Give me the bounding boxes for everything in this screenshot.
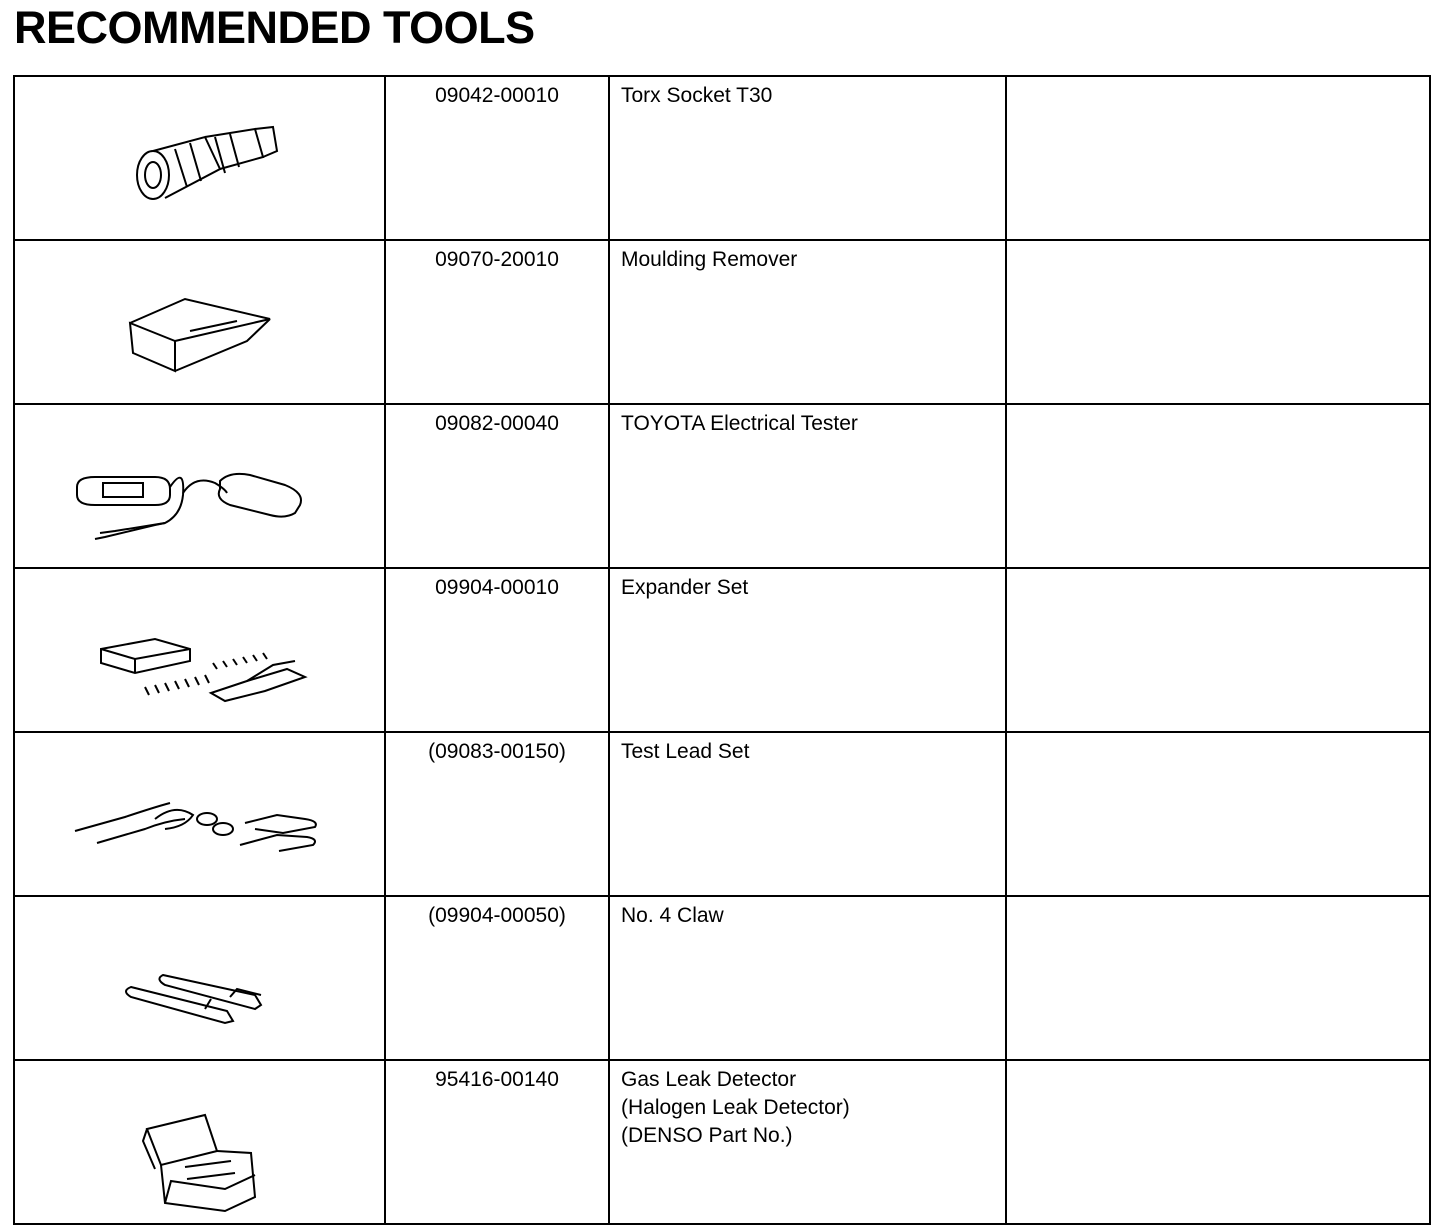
part-number: 09082-00040 xyxy=(385,404,609,568)
note-cell xyxy=(1006,76,1430,240)
table-row xyxy=(14,1060,1430,1224)
moulding-remover-illustration xyxy=(15,241,384,398)
tool-image-cell xyxy=(14,240,385,404)
torx-socket-illustration xyxy=(15,77,384,234)
tools-table xyxy=(13,75,1431,1225)
note-cell xyxy=(1006,404,1430,568)
tool-name-line: (DENSO Part No.) xyxy=(621,1124,793,1147)
tool-name-line: Moulding Remover xyxy=(621,248,798,271)
part-number: 09904-00010 xyxy=(385,568,609,732)
tool-name xyxy=(609,1060,1006,1224)
tool-name xyxy=(609,240,1006,404)
note-cell xyxy=(1006,240,1430,404)
table-row xyxy=(14,732,1430,896)
tool-name xyxy=(609,896,1006,1060)
tool-name xyxy=(609,76,1006,240)
part-number: (09904-00050) xyxy=(385,896,609,1060)
note-cell xyxy=(1006,732,1430,896)
tool-name-line: Torx Socket T30 xyxy=(621,84,773,107)
note-cell xyxy=(1006,568,1430,732)
table-row xyxy=(14,240,1430,404)
tool-image-cell xyxy=(14,1060,385,1224)
page-title: RECOMMENDED TOOLS xyxy=(14,2,535,53)
table-row xyxy=(14,896,1430,1060)
tool-name-line: (Halogen Leak Detector) xyxy=(621,1096,850,1119)
tool-name-line: TOYOTA Electrical Tester xyxy=(621,412,858,435)
part-number: (09083-00150) xyxy=(385,732,609,896)
table-row xyxy=(14,568,1430,732)
tool-name xyxy=(609,732,1006,896)
part-number: 95416-00140 xyxy=(385,1060,609,1224)
tool-name-line: Gas Leak Detector xyxy=(621,1068,797,1091)
claw-illustration xyxy=(15,897,384,1054)
expander-set-illustration xyxy=(15,569,384,726)
table-row xyxy=(14,404,1430,568)
tool-image-cell xyxy=(14,568,385,732)
tool-name xyxy=(609,404,1006,568)
part-number: 09042-00010 xyxy=(385,76,609,240)
gas-leak-detector-illustration xyxy=(15,1061,384,1218)
tool-name xyxy=(609,568,1006,732)
tool-name-line: Expander Set xyxy=(621,576,749,599)
tool-image-cell xyxy=(14,76,385,240)
note-cell xyxy=(1006,896,1430,1060)
part-number: 09070-20010 xyxy=(385,240,609,404)
tool-name-line: No. 4 Claw xyxy=(621,904,724,927)
electrical-tester-illustration xyxy=(15,405,384,562)
table-row xyxy=(14,76,1430,240)
test-lead-set-illustration xyxy=(15,733,384,890)
tool-image-cell xyxy=(14,404,385,568)
tool-image-cell xyxy=(14,896,385,1060)
tool-name-line: Test Lead Set xyxy=(621,740,750,763)
tool-image-cell xyxy=(14,732,385,896)
note-cell xyxy=(1006,1060,1430,1224)
